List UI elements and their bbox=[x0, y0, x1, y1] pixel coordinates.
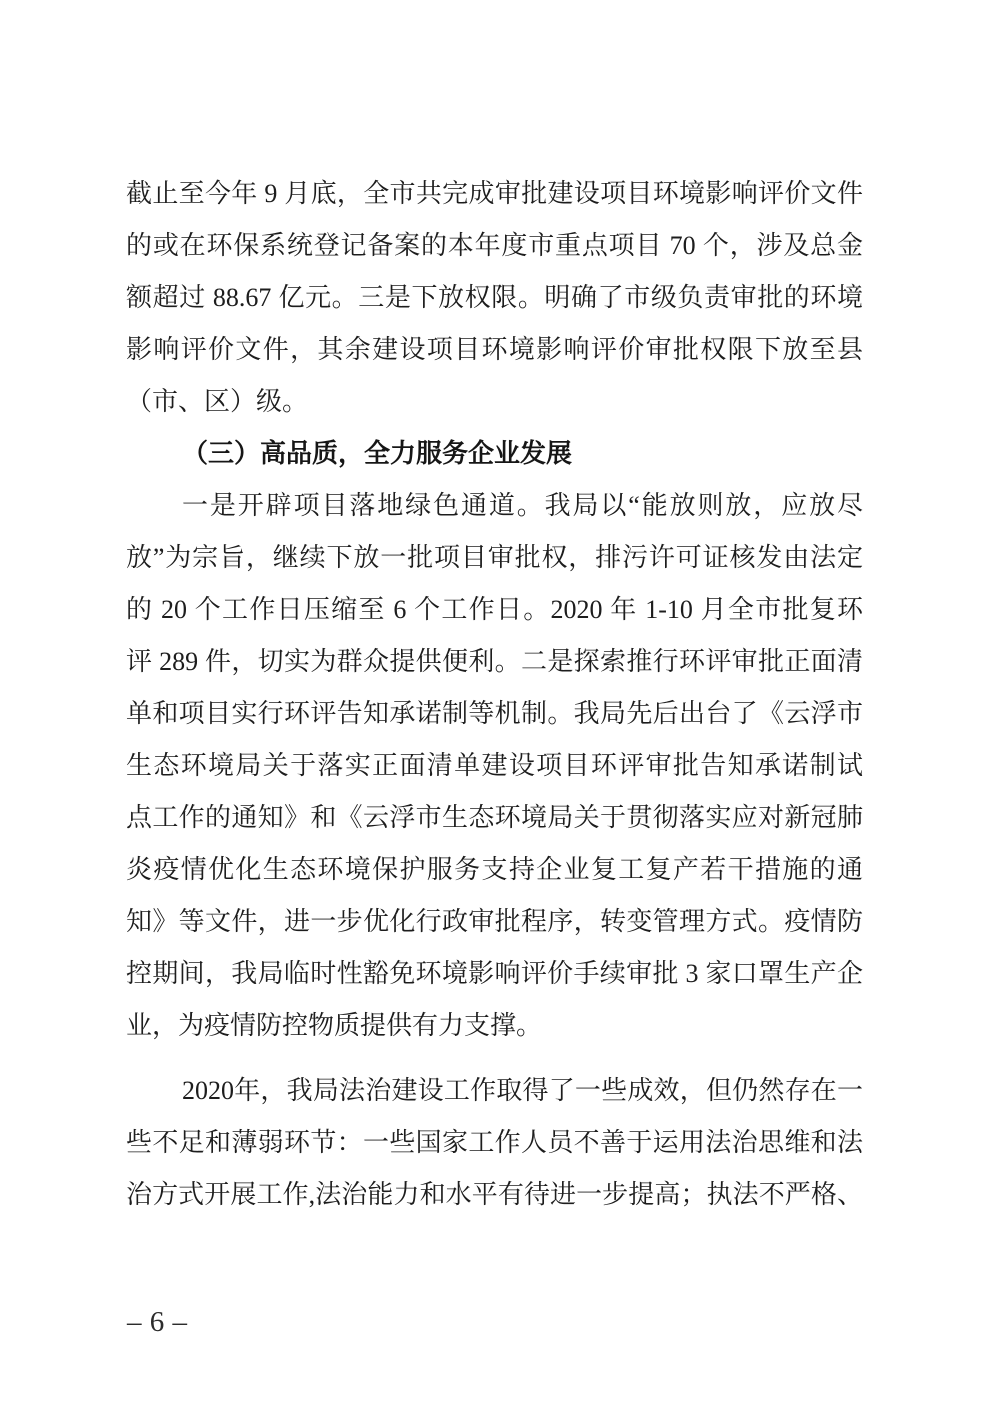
text-line: 影响评价文件，其余建设项目环境影响评价审批权限下放至县 bbox=[126, 335, 863, 364]
text-line: 知》等文件，进一步优化行政审批程序，转变管理方式。疫情防 bbox=[126, 907, 863, 936]
text-line: 额超过 88.67 亿元。三是下放权限。明确了市级负责审批的环境 bbox=[126, 283, 863, 312]
text-line: 业，为疫情防控物质提供有力支撑。 bbox=[126, 1011, 543, 1040]
text-line: 单和项目实行环评告知承诺制等机制。我局先后出台了《云浮市 bbox=[126, 699, 863, 728]
section-heading: （三）高品质，全力服务企业发展 bbox=[182, 439, 573, 468]
text-line: 生态环境局关于落实正面清单建设项目环评审批告知承诺制试 bbox=[126, 751, 863, 780]
page-body bbox=[126, 168, 863, 1221]
text-line: 评 289 件，切实为群众提供便利。二是探索推行环评审批正面清 bbox=[126, 647, 863, 676]
text-line: 的或在环保系统登记备案的本年度市重点项目 70 个，涉及总金 bbox=[126, 231, 863, 260]
page-number: – 6 – bbox=[127, 1306, 188, 1338]
text-line: 控期间，我局临时性豁免环境影响评价手续审批 3 家口罩生产企 bbox=[126, 959, 863, 988]
text-line: 治方式开展工作,法治能力和水平有待进一步提高；执法不严格、 bbox=[126, 1180, 863, 1209]
text-line: 截止至今年 9 月底，全市共完成审批建设项目环境影响评价文件 bbox=[126, 179, 863, 208]
text-line: 一是开辟项目落地绿色通道。我局以“能放则放，应放尽 bbox=[182, 491, 863, 520]
text-line: 2020年，我局法治建设工作取得了一些成效，但仍然存在一 bbox=[182, 1076, 863, 1105]
text-line: 放”为宗旨，继续下放一批项目审批权，排污许可证核发由法定 bbox=[126, 543, 863, 572]
text-line: 炎疫情优化生态环境保护服务支持企业复工复产若干措施的通 bbox=[126, 855, 863, 884]
text-line: 点工作的通知》和《云浮市生态环境局关于贯彻落实应对新冠肺 bbox=[126, 803, 863, 832]
text-line: 的 20 个工作日压缩至 6 个工作日。2020 年 1-10 月全市批复环 bbox=[126, 595, 863, 624]
text-line: 些不足和薄弱环节：一些国家工作人员不善于运用法治思维和法 bbox=[126, 1128, 863, 1157]
text-line: （市、区）级。 bbox=[126, 387, 309, 416]
